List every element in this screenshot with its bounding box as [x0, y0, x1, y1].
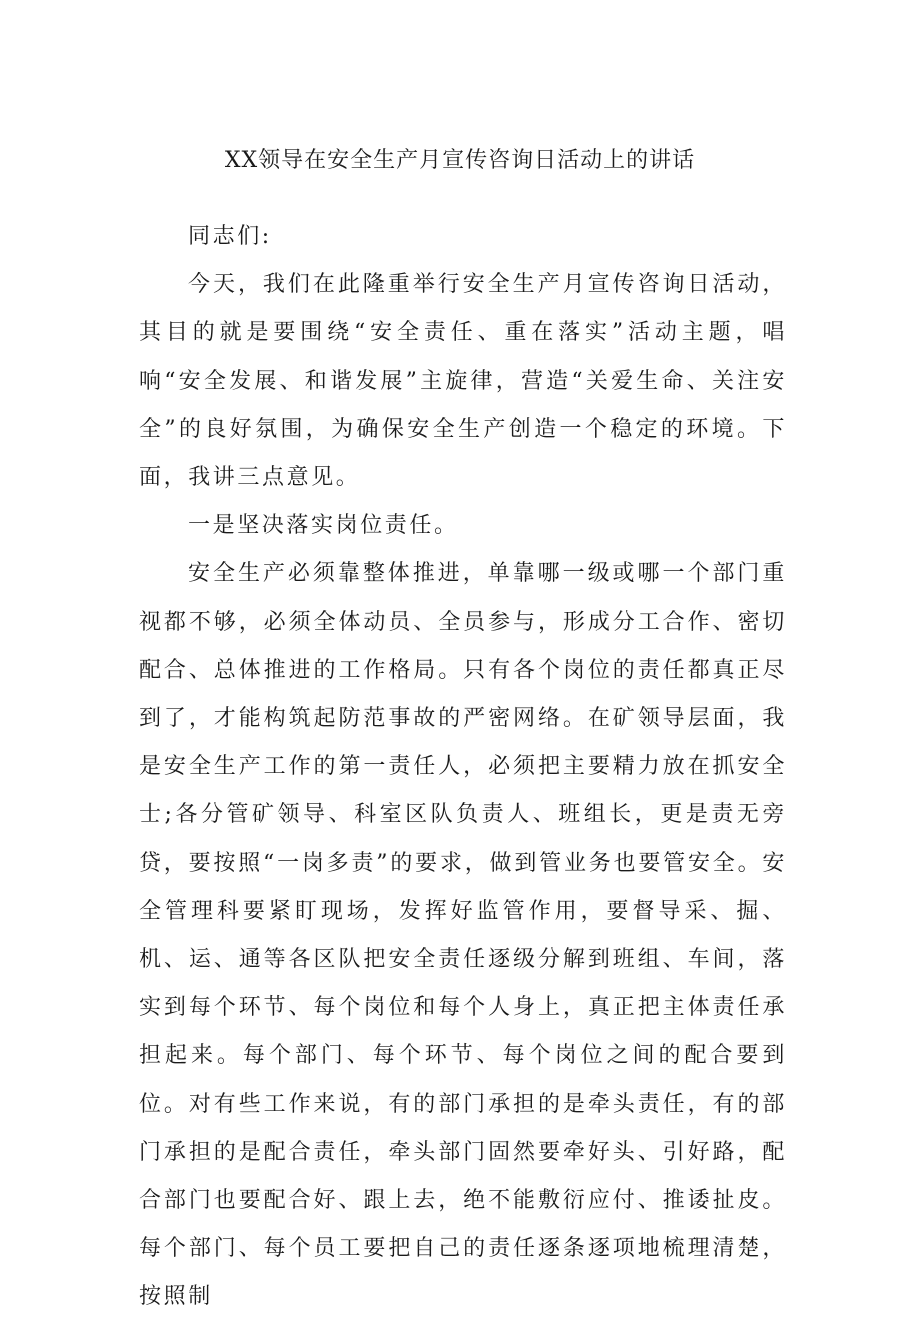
paragraph-opening: 今天，我们在此隆重举行安全生产月宣传咨询日活动，其目的就是要围绕“安全责任、重在落实”活动主题，唱响“安全发展、和谐发展”主旋律，营造“关爱生命、关注安全”的良好氛围，为确保安全生产创造一个稳定的环境。下面，我讲三点意见。	[139, 272, 787, 491]
document-body	[139, 213, 787, 1322]
salutation: 同志们:	[188, 224, 272, 249]
paragraph-responsibility: 安全生产必须靠整体推进，单靠哪一级或哪一个部门重视都不够，必须全体动员、全员参与，形成分工合作、密切配合、总体推进的工作格局。只有各个岗位的责任都真正尽到了，才能构筑起防范事故的严密网络。在矿领导层面，我是安全生产工作的第一责任人，必须把主要精力放在抓安全士;各分管矿领导、科室区队负责人、班组长，更是责无旁贷，要按照“一岗多责”的要求，做到管业务也要管安全。安全管理科要紧盯现场，发挥好监管作用，要督导采、掘、机、运、通等各区队把安全责任逐级分解到班组、车间，落实到每个环节、每个岗位和每个人身上，真正把主体责任承担起来。每个部门、每个环节、每个岗位之间的配合要到位。对有些工作来说，有的部门承担的是牵头责任，有的部门承担的是配合责任，牵头部门固然要牵好头、引好路，配合部门也要配合好、跟上去，绝不能敷衍应付、推诿扯皮。每个部门、每个员工要把自己的责任逐条逐项地梳理清楚，按照制	[139, 561, 787, 1310]
section-heading-1: 一是坚决落实岗位责任。	[188, 513, 459, 539]
document-title: XX领导在安全生产月宣传咨询日活动上的讲话	[224, 148, 696, 173]
